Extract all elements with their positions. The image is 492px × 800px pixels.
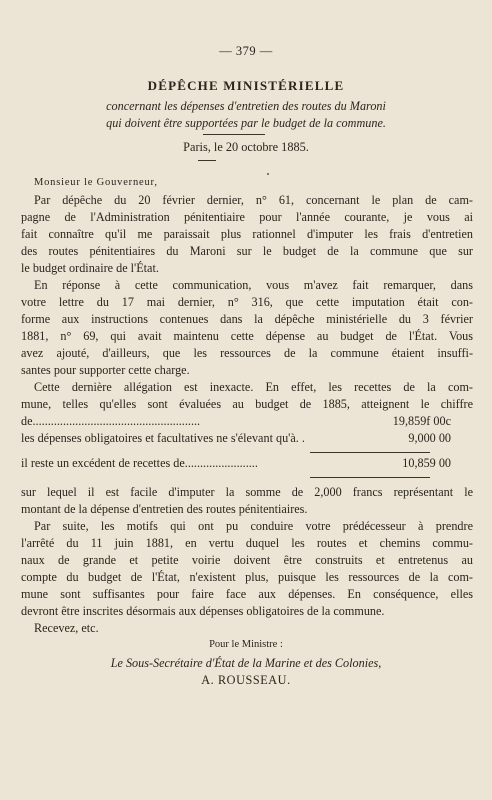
paragraph-line: pagne de l'Administration pénitentiaire pour l'année courante, je vous ai [21, 210, 473, 224]
signoff-name: A. ROUSSEAU. [201, 673, 291, 687]
paragraph-line: santes pour supporter cette charge. [21, 363, 190, 377]
paragraph-line: compte du budget de l'État, n'existent plus, puisque les ressources de la com- [21, 570, 473, 584]
paragraph-line: le budget ordinaire de l'État. [21, 261, 159, 275]
paragraph-line: naux de grande et petite voirie doivent être construits et entretenus au [21, 553, 473, 567]
heading-rule [203, 134, 265, 135]
subtitle-line-2: qui doivent être supportées par le budget de la commune. [106, 116, 386, 130]
paragraph-line: En réponse à cette communication, vous m'avez fait remarquer, dans [34, 278, 473, 292]
signoff-title: Le Sous-Secrétaire d'État de la Marine et des Colonies, [110, 656, 382, 670]
closing: Recevez, etc. [34, 621, 99, 635]
ledger-amount: 10,859 00 [402, 456, 451, 470]
paragraph-line: devront être inscrites désormais aux dépenses obligatoires de la commune. [21, 604, 385, 618]
ledger-amount: 9,000 00 [408, 431, 451, 445]
paragraph-line: forme aux instructions contenues dans la dépêche ministérielle du 3 février [21, 312, 473, 326]
dateline-rule [198, 160, 216, 161]
paragraph-line: fait connaître qu'il me paraissait plus rationnel d'imputer les frais d'entretien [21, 227, 473, 241]
salutation: Monsieur le Gouverneur, [34, 177, 158, 188]
paragraph-line: Cette dernière allégation est inexacte. En effet, les recettes de la com- [34, 380, 473, 394]
paragraph-line: sur lequel il est facile d'imputer la somme de 2,000 francs représentant le [21, 485, 473, 499]
ledger-label: les dépenses obligatoires et facultatives ne s'élevant qu'à. . [21, 431, 305, 445]
paragraph-line: montant de la dépense d'entretien des routes pénitentiaires. [21, 502, 308, 516]
paragraph-line: avez ajouté, d'ailleurs, que les ressources de la commune étaient insuffi- [21, 346, 473, 360]
paragraph-line: des routes pénitentiaires du Maroni sur le budget de la commune que sur [21, 244, 473, 258]
subtitle-line-1: concernant les dépenses d'entretien des routes du Maroni [106, 99, 386, 113]
dateline: Paris, le 20 octobre 1885. [183, 140, 309, 154]
paragraph-line: mune, telles qu'elles sont évaluées au budget de 1885, atteignent le chiffre [21, 397, 473, 411]
ledger-total-rule [310, 477, 430, 478]
ink-speck [267, 173, 269, 175]
ledger-label: de....................................................... [21, 414, 201, 428]
paragraph-line: mune sont suffisantes pour faire face aux dépenses. En conséquence, elles [21, 587, 473, 601]
paragraph-line: Par dépêche du 20 février dernier, n° 61, concernant le plan de cam- [34, 193, 473, 207]
paragraph-line: votre lettre du 17 mai dernier, n° 316, que cette imputation était con- [21, 295, 473, 309]
signoff-for-minister: Pour le Ministre : [209, 639, 283, 650]
ledger-label: il reste un excédent de recettes de........................ [21, 456, 258, 470]
ledger-amount: 19,859f 00c [392, 414, 451, 428]
paragraph-line: Par suite, les motifs qui ont pu conduire votre prédécesseur à prendre [34, 519, 473, 533]
ledger-row [21, 413, 473, 430]
paragraph-line: l'arrêté du 11 juin 1881, en vertu duquel les routes et chemins commu- [21, 536, 473, 550]
page-number: — 379 — [219, 44, 273, 58]
paragraph-line: 1881, n° 69, qui avait maintenu cette dépense au budget de l'État. Vous [21, 329, 473, 343]
ledger-row [21, 455, 473, 472]
document-heading: DÉPÊCHE MINISTÉRIELLE [147, 78, 345, 93]
